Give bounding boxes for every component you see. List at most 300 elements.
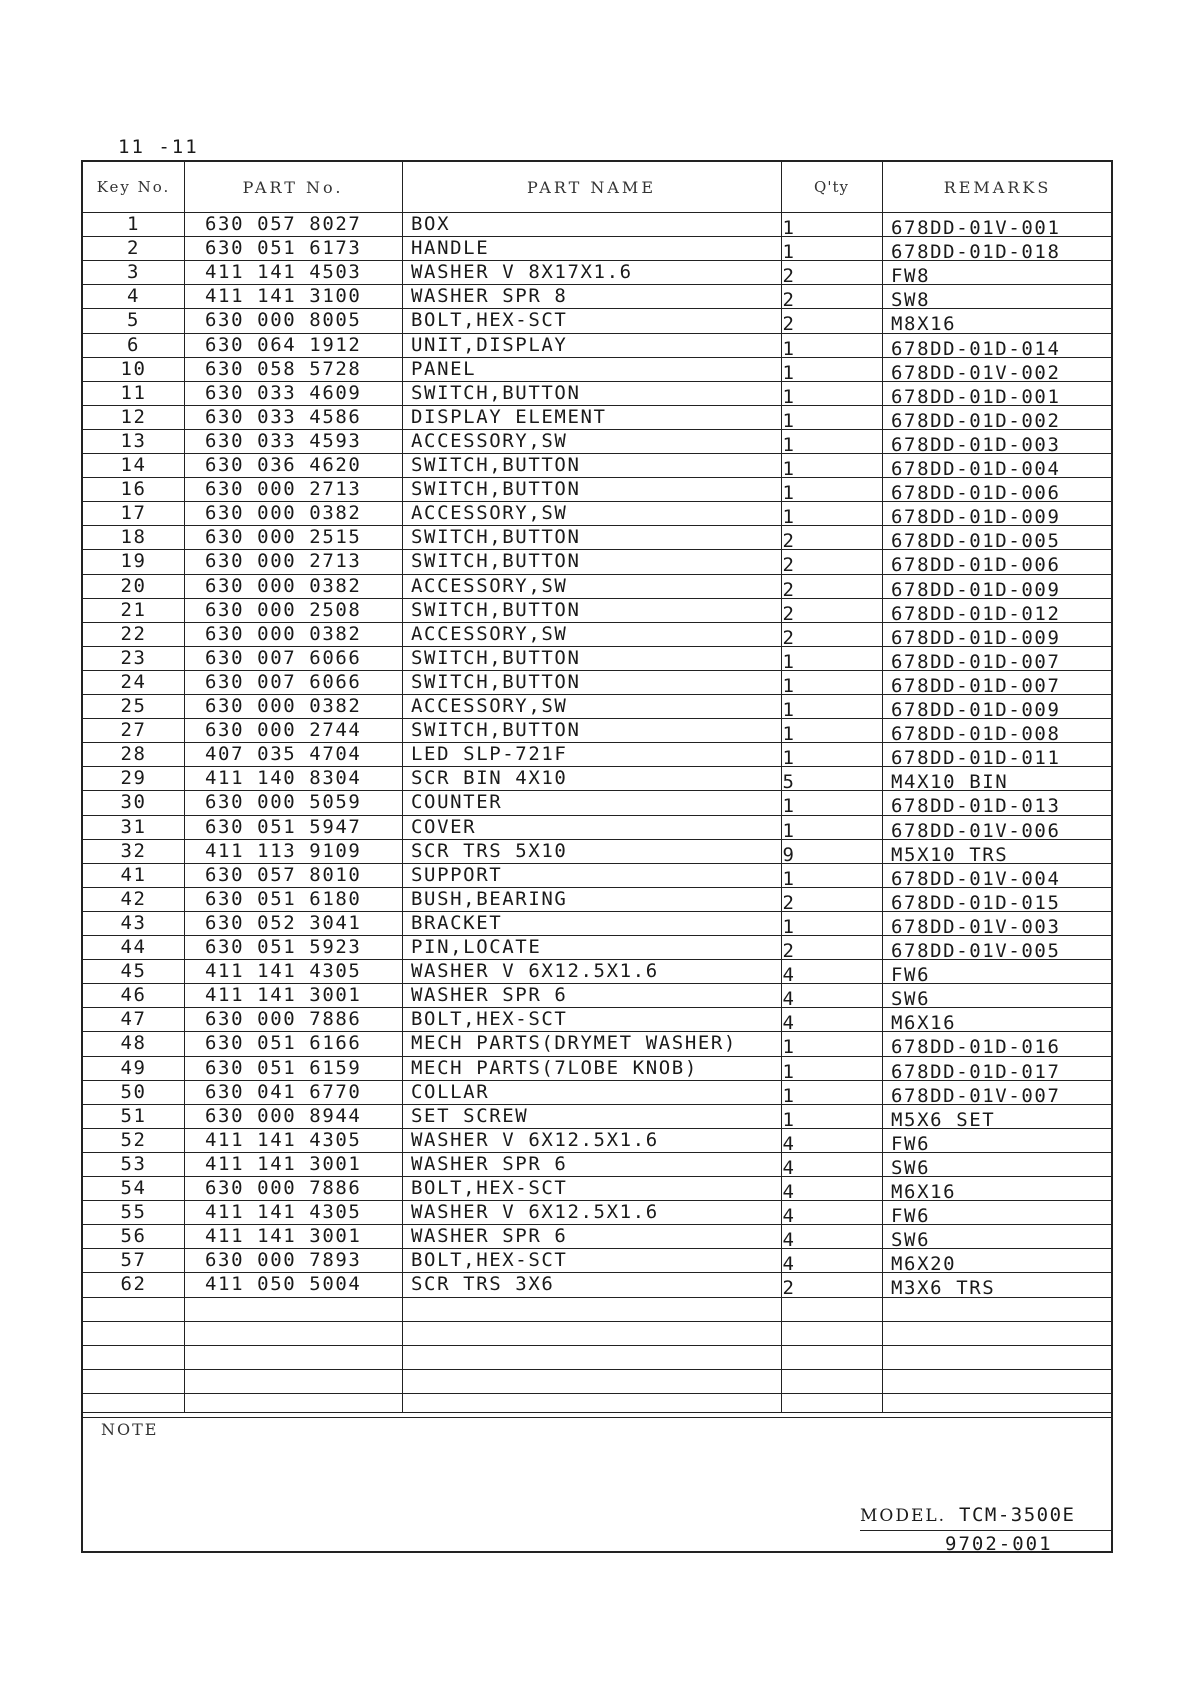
blank-row-divider bbox=[83, 1417, 1111, 1418]
remarks-cell: 678DD-01D-003 bbox=[891, 433, 1061, 456]
part-no-cell: 630 000 2515 bbox=[205, 526, 362, 549]
table-row bbox=[83, 285, 1111, 312]
qty-cell: 2 bbox=[782, 313, 796, 336]
row-divider bbox=[83, 863, 1111, 864]
part-no-cell: 630 000 0382 bbox=[205, 622, 362, 645]
key-no-cell: 56 bbox=[120, 1225, 147, 1248]
row-divider bbox=[83, 1128, 1111, 1129]
remarks-cell: 678DD-01D-001 bbox=[891, 385, 1061, 408]
row-divider bbox=[83, 357, 1111, 358]
part-no-cell: 630 000 8944 bbox=[205, 1104, 362, 1127]
remarks-cell: SW6 bbox=[891, 1229, 931, 1252]
table-row bbox=[83, 1057, 1111, 1081]
key-no-cell: 10 bbox=[120, 357, 147, 380]
qty-cell: 4 bbox=[782, 1253, 796, 1276]
part-name-cell: SWITCH,BUTTON bbox=[411, 719, 581, 742]
part-name-cell: SWITCH,BUTTON bbox=[411, 670, 581, 693]
part-name-cell: BUSH,BEARING bbox=[411, 887, 568, 910]
header-divider bbox=[83, 212, 1111, 213]
part-name-cell: SCR TRS 3X6 bbox=[411, 1273, 555, 1296]
qty-cell: 2 bbox=[782, 578, 796, 601]
qty-cell: 4 bbox=[782, 964, 796, 987]
row-divider bbox=[83, 959, 1111, 960]
qty-cell: 1 bbox=[782, 819, 796, 842]
table-row bbox=[83, 1225, 1111, 1252]
table-row bbox=[83, 984, 1111, 1011]
row-divider bbox=[83, 790, 1111, 791]
qty-cell: 1 bbox=[782, 674, 796, 697]
key-no-cell: 25 bbox=[120, 695, 147, 717]
qty-cell: 2 bbox=[782, 289, 796, 312]
part-name-cell: SWITCH,BUTTON bbox=[411, 550, 581, 573]
key-no-cell: 44 bbox=[120, 936, 147, 958]
qty-cell: 1 bbox=[782, 337, 796, 360]
key-no-cell: 22 bbox=[120, 622, 147, 645]
key-no-cell: 18 bbox=[120, 526, 147, 549]
remarks-cell: 678DD-01D-009 bbox=[891, 699, 1061, 721]
part-no-cell: 630 052 3041 bbox=[205, 911, 362, 934]
remarks-cell: FW6 bbox=[891, 1205, 931, 1228]
row-divider bbox=[83, 694, 1111, 695]
remarks-cell: M8X16 bbox=[891, 313, 957, 336]
table-row bbox=[83, 671, 1111, 695]
row-divider bbox=[83, 236, 1111, 237]
key-no-cell: 6 bbox=[126, 333, 141, 356]
table-row bbox=[83, 1081, 1111, 1105]
part-no-cell: 630 000 7893 bbox=[205, 1249, 362, 1272]
table-row bbox=[83, 309, 1111, 336]
part-name-cell: ACCESSORY,SW bbox=[411, 502, 568, 525]
qty-cell: 1 bbox=[782, 1036, 796, 1059]
part-name-cell: WASHER SPR 6 bbox=[411, 1225, 568, 1248]
table-row bbox=[83, 358, 1111, 382]
part-no-cell: 630 051 5923 bbox=[205, 936, 362, 958]
part-no-cell: 411 140 8304 bbox=[205, 767, 362, 790]
remarks-cell: M5X10 TRS bbox=[891, 843, 1009, 866]
qty-cell: 1 bbox=[782, 795, 796, 818]
table-row bbox=[83, 840, 1111, 864]
table-row bbox=[83, 1008, 1111, 1035]
remarks-cell: FW8 bbox=[891, 265, 931, 288]
remarks-cell: 678DD-01V-006 bbox=[891, 819, 1061, 842]
remarks-cell: 678DD-01V-007 bbox=[891, 1084, 1061, 1107]
table-row bbox=[83, 647, 1111, 671]
key-no-cell: 12 bbox=[120, 405, 147, 428]
part-name-cell: UNIT,DISPLAY bbox=[411, 333, 568, 356]
part-name-cell: PIN,LOCATE bbox=[411, 936, 542, 958]
qty-cell: 1 bbox=[782, 915, 796, 938]
remarks-cell: 678DD-01D-009 bbox=[891, 506, 1061, 529]
part-no-cell: 411 141 3001 bbox=[205, 1225, 362, 1248]
row-divider bbox=[83, 549, 1111, 550]
row-divider bbox=[83, 622, 1111, 623]
part-name-cell: SWITCH,BUTTON bbox=[411, 598, 581, 621]
model-value: TCM-3500E bbox=[959, 1504, 1076, 1526]
key-no-cell: 48 bbox=[120, 1032, 147, 1055]
part-no-cell: 630 033 4593 bbox=[205, 429, 362, 452]
remarks-cell: 678DD-01D-014 bbox=[891, 337, 1061, 360]
header-part-name: PART NAME bbox=[527, 177, 656, 197]
part-no-cell: 630 057 8010 bbox=[205, 863, 362, 886]
key-no-cell: 54 bbox=[120, 1177, 147, 1199]
part-no-cell: 630 057 8027 bbox=[205, 213, 362, 235]
key-no-cell: 14 bbox=[120, 454, 147, 476]
table-row bbox=[83, 406, 1111, 430]
remarks-cell: 678DD-01D-006 bbox=[891, 482, 1061, 505]
part-no-cell: 411 141 4305 bbox=[205, 960, 362, 983]
row-divider bbox=[83, 935, 1111, 936]
table-row bbox=[83, 1273, 1111, 1300]
part-no-cell: 411 141 4503 bbox=[205, 261, 362, 284]
model-rule bbox=[860, 1530, 1113, 1531]
row-divider bbox=[83, 284, 1111, 285]
part-no-cell: 630 000 0382 bbox=[205, 502, 362, 525]
remarks-cell: M6X20 bbox=[891, 1253, 957, 1276]
remarks-cell: 678DD-01D-011 bbox=[891, 747, 1061, 770]
qty-cell: 4 bbox=[782, 1181, 796, 1203]
part-name-cell: WASHER SPR 6 bbox=[411, 1152, 568, 1175]
table-row bbox=[83, 526, 1111, 553]
key-no-cell: 42 bbox=[120, 887, 147, 910]
remarks-cell: 678DD-01D-012 bbox=[891, 602, 1061, 625]
remarks-cell: M4X10 BIN bbox=[891, 771, 1009, 794]
table-row bbox=[83, 382, 1111, 406]
qty-cell: 2 bbox=[782, 602, 796, 625]
model-designation bbox=[860, 1504, 1075, 1526]
qty-cell: 1 bbox=[782, 385, 796, 408]
row-divider bbox=[83, 911, 1111, 912]
part-name-cell: BOX bbox=[411, 213, 451, 235]
key-no-cell: 27 bbox=[120, 719, 147, 742]
row-divider bbox=[83, 1176, 1111, 1177]
header-qty: Q'ty bbox=[814, 178, 849, 196]
part-name-cell: DISPLAY ELEMENT bbox=[411, 405, 607, 428]
table-row bbox=[83, 767, 1111, 794]
part-name-cell: SCR TRS 5X10 bbox=[411, 839, 568, 862]
remarks-cell: 678DD-01D-006 bbox=[891, 554, 1061, 577]
table-row bbox=[83, 213, 1111, 237]
part-name-cell: COLLAR bbox=[411, 1080, 490, 1103]
key-no-cell: 16 bbox=[120, 478, 147, 501]
part-name-cell: WASHER V 6X12.5X1.6 bbox=[411, 1201, 659, 1224]
part-name-cell: LED SLP-721F bbox=[411, 743, 568, 766]
remarks-cell: 678DD-01D-005 bbox=[891, 530, 1061, 553]
part-name-cell: COUNTER bbox=[411, 791, 503, 814]
part-name-cell: SWITCH,BUTTON bbox=[411, 381, 581, 404]
part-no-cell: 630 000 8005 bbox=[205, 309, 362, 332]
row-divider bbox=[83, 1272, 1111, 1273]
table-row bbox=[83, 478, 1111, 505]
table-row bbox=[83, 1201, 1111, 1228]
row-divider bbox=[83, 501, 1111, 502]
row-divider bbox=[83, 1007, 1111, 1008]
qty-cell: 1 bbox=[782, 458, 796, 480]
remarks-cell: SW6 bbox=[891, 1156, 931, 1179]
part-name-cell: BRACKET bbox=[411, 911, 503, 934]
table-row bbox=[83, 743, 1111, 770]
part-no-cell: 630 000 5059 bbox=[205, 791, 362, 814]
row-divider bbox=[83, 1248, 1111, 1249]
table-row bbox=[83, 1153, 1111, 1177]
part-no-cell: 411 113 9109 bbox=[205, 839, 362, 862]
row-divider bbox=[83, 1056, 1111, 1057]
key-no-cell: 45 bbox=[120, 960, 147, 983]
qty-cell: 2 bbox=[782, 940, 796, 962]
part-no-cell: 630 051 6166 bbox=[205, 1032, 362, 1055]
remarks-cell: M3X6 TRS bbox=[891, 1277, 996, 1300]
table-row bbox=[83, 430, 1111, 454]
part-name-cell: WASHER SPR 6 bbox=[411, 984, 568, 1007]
row-divider bbox=[83, 1200, 1111, 1201]
part-name-cell: BOLT,HEX-SCT bbox=[411, 1249, 568, 1272]
part-no-cell: 630 036 4620 bbox=[205, 454, 362, 476]
part-name-cell: ACCESSORY,SW bbox=[411, 622, 568, 645]
blank-row-divider bbox=[83, 1321, 1111, 1322]
part-name-cell: SUPPORT bbox=[411, 863, 503, 886]
key-no-cell: 29 bbox=[120, 767, 147, 790]
part-name-cell: WASHER V 6X12.5X1.6 bbox=[411, 1128, 659, 1151]
part-no-cell: 630 051 6159 bbox=[205, 1056, 362, 1079]
qty-cell: 4 bbox=[782, 1205, 796, 1228]
qty-cell: 4 bbox=[782, 1132, 796, 1155]
part-name-cell: SWITCH,BUTTON bbox=[411, 526, 581, 549]
header-part-no: PART No. bbox=[242, 177, 344, 197]
key-no-cell: 17 bbox=[120, 502, 147, 525]
key-no-cell: 52 bbox=[120, 1128, 147, 1151]
part-name-cell: ACCESSORY,SW bbox=[411, 695, 568, 717]
part-name-cell: PANEL bbox=[411, 357, 477, 380]
key-no-cell: 11 bbox=[120, 381, 147, 404]
key-no-cell: 2 bbox=[126, 237, 141, 260]
row-divider bbox=[83, 477, 1111, 478]
part-no-cell: 630 051 6180 bbox=[205, 887, 362, 910]
table-row bbox=[83, 1177, 1111, 1201]
qty-cell: 1 bbox=[782, 482, 796, 505]
table-row bbox=[83, 550, 1111, 577]
part-name-cell: WASHER SPR 8 bbox=[411, 285, 568, 308]
row-divider bbox=[83, 983, 1111, 984]
row-divider bbox=[83, 839, 1111, 840]
document-number: 9702-001 bbox=[945, 1533, 1053, 1555]
part-no-cell: 630 000 0382 bbox=[205, 695, 362, 717]
qty-cell: 1 bbox=[782, 747, 796, 770]
key-no-cell: 47 bbox=[120, 1008, 147, 1031]
remarks-cell: 678DD-01D-017 bbox=[891, 1060, 1061, 1083]
table-row bbox=[83, 623, 1111, 647]
table-row bbox=[83, 575, 1111, 599]
key-no-cell: 43 bbox=[120, 911, 147, 934]
remarks-cell: 678DD-01D-016 bbox=[891, 1036, 1061, 1059]
remarks-cell: 678DD-01D-018 bbox=[891, 241, 1061, 264]
key-no-cell: 30 bbox=[120, 791, 147, 814]
table-row bbox=[83, 1105, 1111, 1129]
qty-cell: 2 bbox=[782, 626, 796, 649]
remarks-cell: 678DD-01D-008 bbox=[891, 723, 1061, 746]
row-divider bbox=[83, 718, 1111, 719]
part-no-cell: 630 033 4609 bbox=[205, 381, 362, 404]
table-row bbox=[83, 864, 1111, 888]
table-row bbox=[83, 719, 1111, 746]
table-row bbox=[83, 1249, 1111, 1276]
table-row bbox=[83, 334, 1111, 358]
part-no-cell: 411 141 3001 bbox=[205, 1152, 362, 1175]
part-name-cell: MECH PARTS(DRYMET WASHER) bbox=[411, 1032, 737, 1055]
key-no-cell: 23 bbox=[120, 646, 147, 669]
table-row bbox=[83, 502, 1111, 529]
row-divider bbox=[83, 453, 1111, 454]
qty-cell: 4 bbox=[782, 988, 796, 1011]
qty-cell: 1 bbox=[782, 361, 796, 384]
part-no-cell: 630 007 6066 bbox=[205, 670, 362, 693]
row-divider bbox=[83, 260, 1111, 261]
qty-cell: 1 bbox=[782, 1108, 796, 1131]
part-name-cell: SET SCREW bbox=[411, 1104, 529, 1127]
qty-cell: 5 bbox=[782, 771, 796, 794]
parts-list-table bbox=[81, 160, 1113, 1553]
qty-cell: 9 bbox=[782, 843, 796, 866]
key-no-cell: 19 bbox=[120, 550, 147, 573]
remarks-cell: M5X6 SET bbox=[891, 1108, 996, 1131]
part-no-cell: 630 000 7886 bbox=[205, 1177, 362, 1199]
row-divider bbox=[83, 405, 1111, 406]
remarks-cell: 678DD-01D-007 bbox=[891, 674, 1061, 697]
remarks-cell: 678DD-01D-009 bbox=[891, 626, 1061, 649]
blank-row-divider bbox=[83, 1369, 1111, 1370]
table-row bbox=[83, 261, 1111, 288]
qty-cell: 1 bbox=[782, 723, 796, 746]
qty-cell: 4 bbox=[782, 1156, 796, 1179]
part-no-cell: 630 058 5728 bbox=[205, 357, 362, 380]
key-no-cell: 49 bbox=[120, 1056, 147, 1079]
key-no-cell: 32 bbox=[120, 839, 147, 862]
qty-cell: 1 bbox=[782, 699, 796, 721]
part-name-cell: WASHER V 8X17X1.6 bbox=[411, 261, 633, 284]
row-divider bbox=[83, 646, 1111, 647]
key-no-cell: 57 bbox=[120, 1249, 147, 1272]
row-divider bbox=[83, 815, 1111, 816]
key-no-cell: 21 bbox=[120, 598, 147, 621]
row-divider bbox=[83, 887, 1111, 888]
part-name-cell: HANDLE bbox=[411, 237, 490, 260]
key-no-cell: 1 bbox=[126, 213, 141, 235]
remarks-cell: 678DD-01V-001 bbox=[891, 217, 1061, 239]
remarks-cell: 678DD-01D-004 bbox=[891, 458, 1061, 480]
part-no-cell: 411 050 5004 bbox=[205, 1273, 362, 1296]
remarks-cell: 678DD-01V-005 bbox=[891, 940, 1061, 962]
remarks-cell: FW6 bbox=[891, 1132, 931, 1155]
row-divider bbox=[83, 1224, 1111, 1225]
row-divider bbox=[83, 525, 1111, 526]
key-no-cell: 62 bbox=[120, 1273, 147, 1296]
key-no-cell: 53 bbox=[120, 1152, 147, 1175]
qty-cell: 2 bbox=[782, 530, 796, 553]
part-no-cell: 630 000 2713 bbox=[205, 478, 362, 501]
remarks-cell: 678DD-01V-002 bbox=[891, 361, 1061, 384]
blank-row-divider bbox=[83, 1393, 1111, 1394]
remarks-cell: M6X16 bbox=[891, 1012, 957, 1035]
part-no-cell: 630 000 2713 bbox=[205, 550, 362, 573]
key-no-cell: 4 bbox=[126, 285, 141, 308]
remarks-cell: 678DD-01V-003 bbox=[891, 915, 1061, 938]
row-divider bbox=[83, 598, 1111, 599]
part-name-cell: SWITCH,BUTTON bbox=[411, 646, 581, 669]
part-no-cell: 630 033 4586 bbox=[205, 405, 362, 428]
key-no-cell: 13 bbox=[120, 429, 147, 452]
row-divider bbox=[83, 381, 1111, 382]
table-row bbox=[83, 454, 1111, 478]
part-no-cell: 630 051 5947 bbox=[205, 815, 362, 838]
table-row bbox=[83, 1032, 1111, 1059]
part-name-cell: COVER bbox=[411, 815, 477, 838]
part-name-cell: BOLT,HEX-SCT bbox=[411, 1008, 568, 1031]
remarks-cell: 678DD-01D-007 bbox=[891, 650, 1061, 673]
table-row bbox=[83, 936, 1111, 960]
part-no-cell: 630 000 2744 bbox=[205, 719, 362, 742]
part-no-cell: 411 141 3100 bbox=[205, 285, 362, 308]
part-no-cell: 630 000 0382 bbox=[205, 574, 362, 597]
part-no-cell: 630 041 6770 bbox=[205, 1080, 362, 1103]
remarks-cell: FW6 bbox=[891, 964, 931, 987]
key-no-cell: 5 bbox=[126, 309, 141, 332]
part-name-cell: SCR BIN 4X10 bbox=[411, 767, 568, 790]
row-divider bbox=[83, 1297, 1111, 1298]
table-row bbox=[83, 1129, 1111, 1153]
qty-cell: 1 bbox=[782, 650, 796, 673]
key-no-cell: 31 bbox=[120, 815, 147, 838]
table-row bbox=[83, 695, 1111, 719]
part-name-cell: WASHER V 6X12.5X1.6 bbox=[411, 960, 659, 983]
qty-cell: 4 bbox=[782, 1229, 796, 1252]
part-name-cell: MECH PARTS(7LOBE KNOB) bbox=[411, 1056, 698, 1079]
remarks-cell: SW6 bbox=[891, 988, 931, 1011]
part-name-cell: ACCESSORY,SW bbox=[411, 429, 568, 452]
part-name-cell: BOLT,HEX-SCT bbox=[411, 309, 568, 332]
row-divider bbox=[83, 1031, 1111, 1032]
qty-cell: 1 bbox=[782, 506, 796, 529]
qty-cell: 2 bbox=[782, 1277, 796, 1300]
table-row bbox=[83, 960, 1111, 987]
part-no-cell: 411 141 4305 bbox=[205, 1201, 362, 1224]
header-remarks: REMARKS bbox=[943, 177, 1052, 197]
key-no-cell: 51 bbox=[120, 1104, 147, 1127]
remarks-cell: 678DD-01D-013 bbox=[891, 795, 1061, 818]
table-row bbox=[83, 791, 1111, 818]
part-no-cell: 630 064 1912 bbox=[205, 333, 362, 356]
row-divider bbox=[83, 670, 1111, 671]
part-name-cell: SWITCH,BUTTON bbox=[411, 454, 581, 476]
header-key-no: Key No. bbox=[96, 178, 171, 196]
part-name-cell: SWITCH,BUTTON bbox=[411, 478, 581, 501]
page-number: 11 -11 bbox=[118, 136, 199, 158]
row-divider bbox=[83, 574, 1111, 575]
table-row bbox=[83, 237, 1111, 264]
qty-cell: 1 bbox=[782, 409, 796, 432]
row-divider bbox=[83, 308, 1111, 309]
part-no-cell: 630 000 2508 bbox=[205, 598, 362, 621]
remarks-cell: 678DD-01D-009 bbox=[891, 578, 1061, 601]
key-no-cell: 41 bbox=[120, 863, 147, 886]
part-no-cell: 407 035 4704 bbox=[205, 743, 362, 766]
qty-cell: 1 bbox=[782, 217, 796, 239]
table-row bbox=[83, 912, 1111, 936]
qty-cell: 1 bbox=[782, 433, 796, 456]
key-no-cell: 24 bbox=[120, 670, 147, 693]
key-no-cell: 3 bbox=[126, 261, 141, 284]
key-no-cell: 55 bbox=[120, 1201, 147, 1224]
part-no-cell: 411 141 3001 bbox=[205, 984, 362, 1007]
qty-cell: 2 bbox=[782, 554, 796, 577]
remarks-cell: 678DD-01D-015 bbox=[891, 891, 1061, 914]
